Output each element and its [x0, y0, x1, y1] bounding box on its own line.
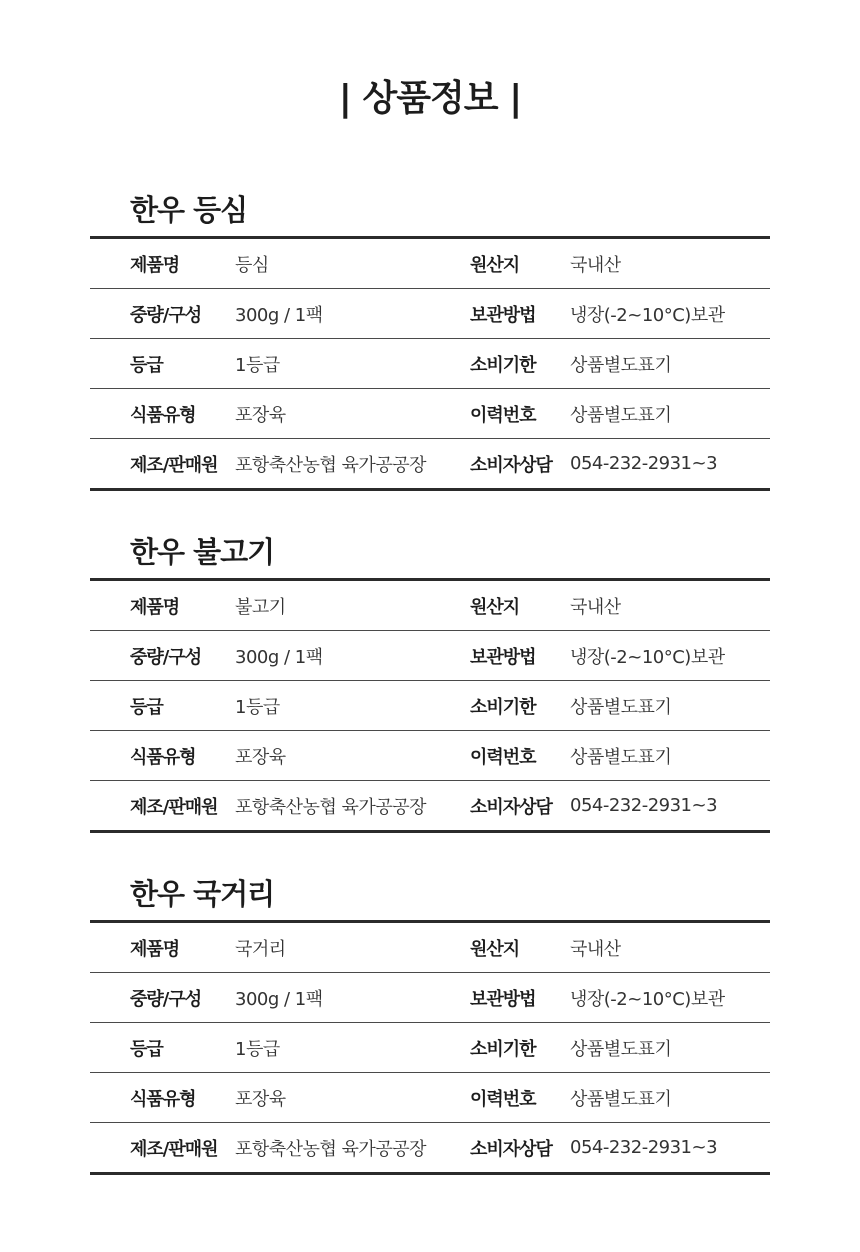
- row-value: 포항축산농협 육가공공장: [235, 454, 426, 476]
- row-label: 소비자상담: [470, 454, 552, 476]
- table-row: [90, 1072, 770, 1122]
- row-value: 1등급: [235, 354, 280, 376]
- row-label: 원산지: [470, 938, 520, 960]
- row-value: 054-232-2931~3: [570, 453, 718, 474]
- row-label: 소비기한: [470, 696, 536, 718]
- row-value: 054-232-2931~3: [570, 1137, 718, 1158]
- row-label: 제조/판매원: [130, 796, 218, 818]
- row-label: 제품명: [130, 938, 180, 960]
- product-section-sirloin: [90, 190, 770, 491]
- row-label: 식품유형: [130, 1088, 196, 1110]
- row-label: 소비기한: [470, 1038, 536, 1060]
- row-value: 국내산: [570, 254, 621, 276]
- row-value: 냉장(-2~10°C)보관: [570, 988, 725, 1010]
- section-title: 한우 국거리: [130, 877, 275, 911]
- table-row: [90, 388, 770, 438]
- row-label: 제조/판매원: [130, 454, 218, 476]
- row-value: 상품별도표기: [570, 1088, 672, 1110]
- row-value: 냉장(-2~10°C)보관: [570, 304, 725, 326]
- row-value: 불고기: [235, 596, 286, 618]
- page-title: | 상품정보 |: [338, 78, 522, 119]
- row-label: 소비기한: [470, 354, 536, 376]
- row-label: 중량/구성: [130, 646, 202, 668]
- row-value: 상품별도표기: [570, 354, 672, 376]
- table-row: [90, 730, 770, 780]
- row-value: 등심: [235, 254, 269, 276]
- row-value: 포항축산농협 육가공공장: [235, 796, 426, 818]
- row-value: 054-232-2931~3: [570, 795, 718, 816]
- table-row: [90, 438, 770, 488]
- spec-table: [90, 578, 770, 833]
- spec-table: [90, 920, 770, 1175]
- table-row: [90, 630, 770, 680]
- row-label: 식품유형: [130, 404, 196, 426]
- row-label: 원산지: [470, 254, 520, 276]
- row-label: 중량/구성: [130, 988, 202, 1010]
- row-label: 보관방법: [470, 646, 536, 668]
- table-row: [90, 239, 770, 288]
- row-value: 300g / 1팩: [235, 646, 323, 668]
- row-label: 이력번호: [470, 1088, 536, 1110]
- table-row: [90, 680, 770, 730]
- row-label: 이력번호: [470, 404, 536, 426]
- row-value: 300g / 1팩: [235, 988, 323, 1010]
- row-label: 소비자상담: [470, 796, 552, 818]
- row-value: 국내산: [570, 596, 621, 618]
- section-title: 한우 불고기: [130, 535, 275, 569]
- row-value: 300g / 1팩: [235, 304, 323, 326]
- row-label: 이력번호: [470, 746, 536, 768]
- row-label: 원산지: [470, 596, 520, 618]
- row-label: 보관방법: [470, 304, 536, 326]
- product-section-soup-meat: [90, 874, 770, 1175]
- row-value: 포항축산농협 육가공공장: [235, 1138, 426, 1160]
- row-value: 상품별도표기: [570, 746, 672, 768]
- table-row: [90, 923, 770, 972]
- row-value: 포장육: [235, 746, 286, 768]
- row-value: 1등급: [235, 1038, 280, 1060]
- row-value: 상품별도표기: [570, 1038, 672, 1060]
- row-value: 냉장(-2~10°C)보관: [570, 646, 725, 668]
- table-row: [90, 581, 770, 630]
- table-row: [90, 1122, 770, 1172]
- table-row: [90, 972, 770, 1022]
- table-row: [90, 338, 770, 388]
- row-label: 제품명: [130, 254, 180, 276]
- row-value: 국거리: [235, 938, 286, 960]
- row-label: 제조/판매원: [130, 1138, 218, 1160]
- row-value: 1등급: [235, 696, 280, 718]
- table-row: [90, 780, 770, 830]
- table-row: [90, 288, 770, 338]
- row-label: 등급: [130, 696, 163, 718]
- spec-table: [90, 236, 770, 491]
- row-label: 등급: [130, 354, 163, 376]
- section-title: 한우 등심: [130, 193, 248, 227]
- row-value: 상품별도표기: [570, 404, 672, 426]
- row-label: 등급: [130, 1038, 163, 1060]
- row-value: 국내산: [570, 938, 621, 960]
- row-label: 식품유형: [130, 746, 196, 768]
- row-value: 포장육: [235, 1088, 286, 1110]
- table-row: [90, 1022, 770, 1072]
- product-section-bulgogi: [90, 532, 770, 833]
- row-label: 소비자상담: [470, 1138, 552, 1160]
- row-label: 제품명: [130, 596, 180, 618]
- row-label: 보관방법: [470, 988, 536, 1010]
- row-value: 포장육: [235, 404, 286, 426]
- row-value: 상품별도표기: [570, 696, 672, 718]
- row-label: 중량/구성: [130, 304, 202, 326]
